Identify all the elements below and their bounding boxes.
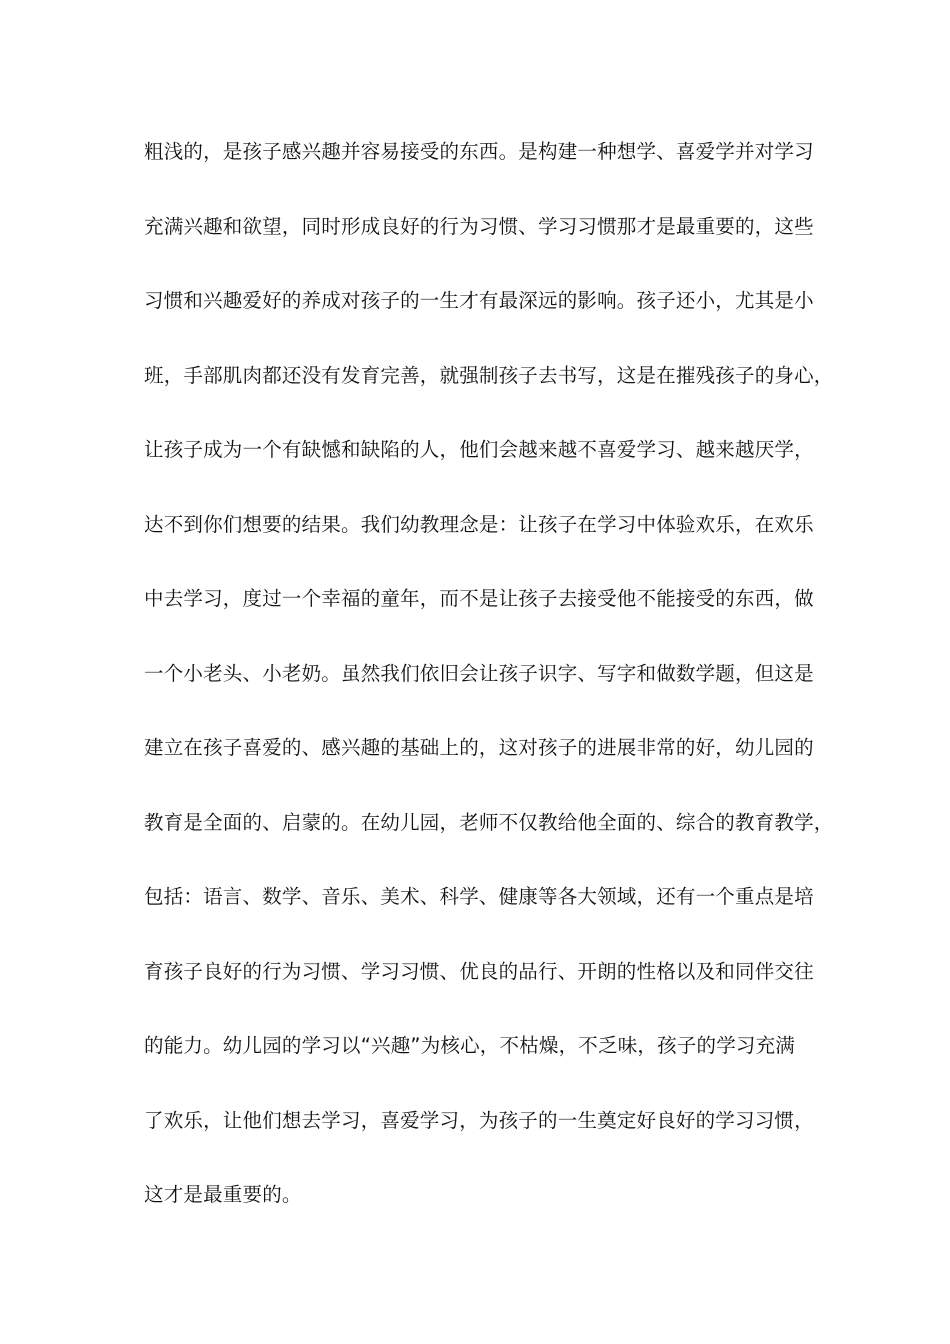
text-line: 包括：语言、数学、音乐、美术、科学、健康等各大领域，还有一个重点是培 [144, 885, 814, 908]
text-line: 粗浅的，是孩子感兴趣并容易接受的东西。是构建一种想学、喜爱学并对学习 [144, 140, 814, 163]
text-line: 一个小老头、小老奶。虽然我们依旧会让孩子识字、写字和做数学题，但这是 [144, 661, 814, 685]
text-line: 了欢乐，让他们想去学习，喜爱学习，为孩子的一生奠定好良好的学习习惯， [144, 1108, 814, 1132]
text-line: 教育是全面的、启蒙的。在幼儿园，老师不仅教给他全面的、综合的教育教学， [144, 810, 834, 834]
text-line: 中去学习，度过一个幸福的童年，而不是让孩子去接受他不能接受的东西，做 [144, 587, 814, 610]
text-line: 的能力。幼儿园的学习以“兴趣”为核心，不枯燥，不乏味，孩子的学习充满 [144, 1034, 796, 1057]
text-line: 充满兴趣和欲望，同时形成良好的行为习惯、学习习惯那才是最重要的，这些 [144, 214, 814, 238]
text-line: 育孩子良好的行为习惯、学习习惯、优良的品行、开朗的性格以及和同伴交往 [144, 959, 814, 983]
text-line: 达不到你们想要的结果。我们幼教理念是：让孩子在学习中体验欢乐，在欢乐 [144, 512, 814, 536]
text-line: 让孩子成为一个有缺憾和缺陷的人，他们会越来越不喜爱学习、越来越厌学， [144, 438, 814, 461]
text-line: 建立在孩子喜爱的、感兴趣的基础上的，这对孩子的进展非常的好，幼儿园的 [144, 736, 814, 759]
text-line: 习惯和兴趣爱好的养成对孩子的一生才有最深远的影响。孩子还小，尤其是小 [144, 289, 814, 312]
text-line: 这才是最重要的。 [144, 1183, 302, 1206]
text-line: 班，手部肌肉都还没有发育完善，就强制孩子去书写，这是在摧残孩子的身心， [144, 363, 834, 387]
body-text [144, 132, 834, 1250]
